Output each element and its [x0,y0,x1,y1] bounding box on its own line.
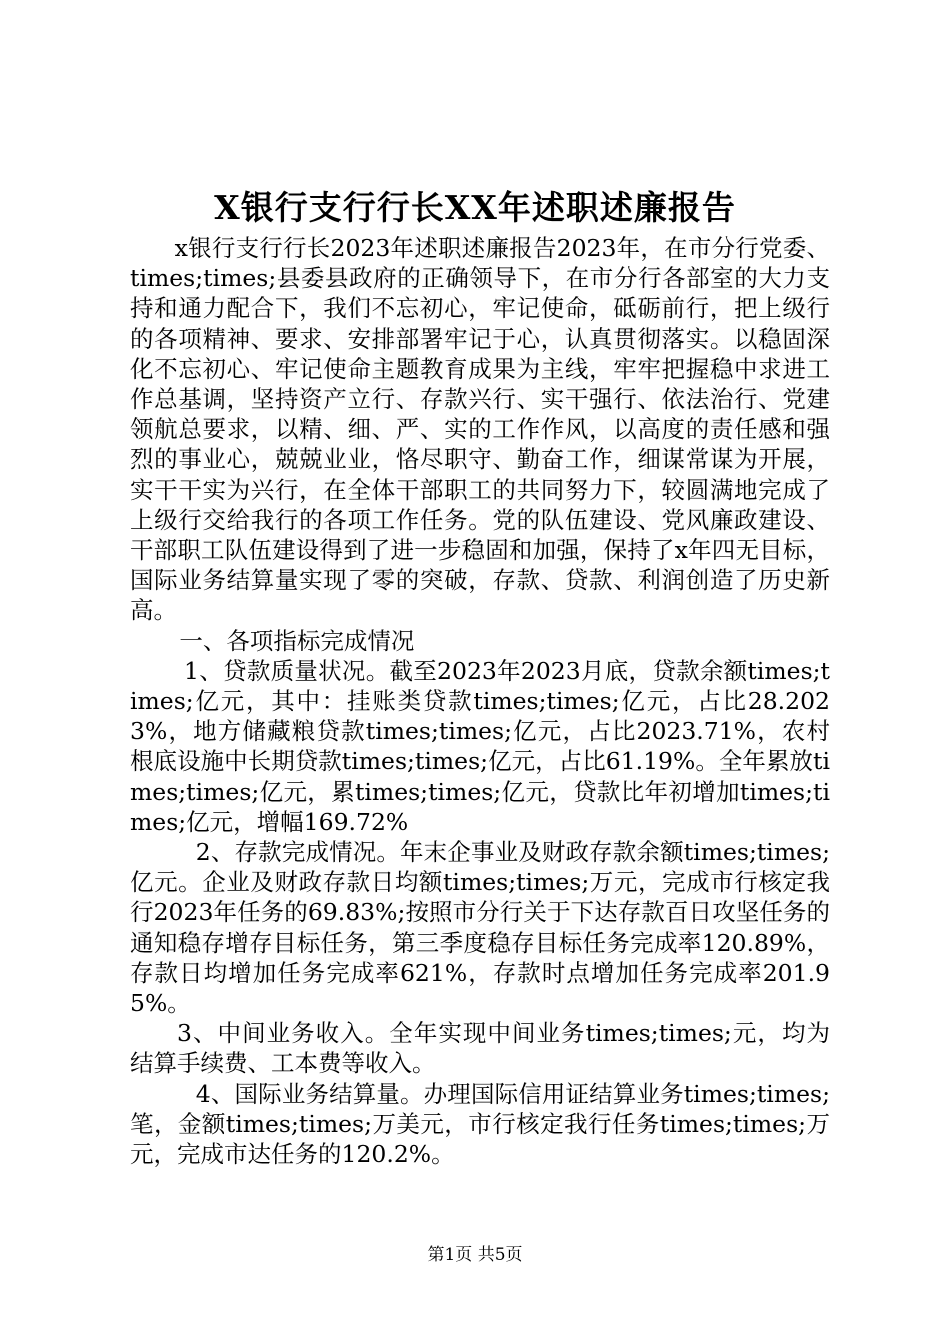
intro-paragraph: x银行支行行长2023年述职述廉报告2023年，在市分行党委、times;times;县委县政府的正确领导下，在市分行各部室的大力支持和通力配合下，我们不忘初心，牢记使命，砥砺前行，把上级行的各项精神、要求、安排部署牢记于心，认真贯彻落实。以稳固深化不忘初心、牢记使命主题教育成果为主线，牢牢把握稳中求进工作总基调，坚持资产立行、存款兴行、实干强行、依法治行、党建领航总要求，以精、细、严、实的工作作风，以高度的责任感和强烈的事业心，兢兢业业，恪尽职守、勤奋工作，细谋常谋为开展，实干干实为兴行，在全体干部职工的共同努力下，较圆满地完成了上级行交给我行的各项工作任务。党的队伍建设、党风廉政建设、干部职工队伍建设得到了进一步稳固和加强，保持了x年四无目标，国际业务结算量实现了零的突破，存款、贷款、利润创造了历史新高。 [130,234,830,625]
page-footer: 第1页 共5页 [427,1245,523,1265]
section-heading: 一、各项指标完成情况 [179,626,415,655]
item-deposit-completion: 2、存款完成情况。年末企事业及财政存款余额times;times;亿元。企业及财政存款日均额times;times;万元，完成市行核定我行2023年任务的69.83%;按照市分行关于下达存款百日攻坚任务的通知稳存增存目标任务，第三季度稳存目标任务完成率120.89%，存款日均增加任务完成率621%，存款时点增加任务完成率201.95%。 [130,838,830,1018]
document-title: X银行支行行长XX年述职述廉报告 [214,188,736,227]
item-intermediate-income: 3、中间业务收入。全年实现中间业务times;times;元，均为结算手续费、工本费等收入。 [130,1019,830,1078]
item-international-settlement: 4、国际业务结算量。办理国际信用证结算业务times;times;笔，金额times;times;万美元，市行核定我行任务times;times;万元，完成市达任务的120.2%。 [130,1079,830,1169]
item-loan-quality: 1、贷款质量状况。截至2023年2023月底，贷款余额times;times;亿元，其中：挂账类贷款times;times;亿元，占比28.2023%，地方储藏粮贷款times;times;亿元，占比2023.71%，农村根底设施中长期贷款times;times;亿元，占比61.19%。全年累放times;times;亿元，累times;times;亿元，贷款比年初增加times;times;亿元，增幅169.72% [130,656,830,836]
document-body [130,233,830,1169]
